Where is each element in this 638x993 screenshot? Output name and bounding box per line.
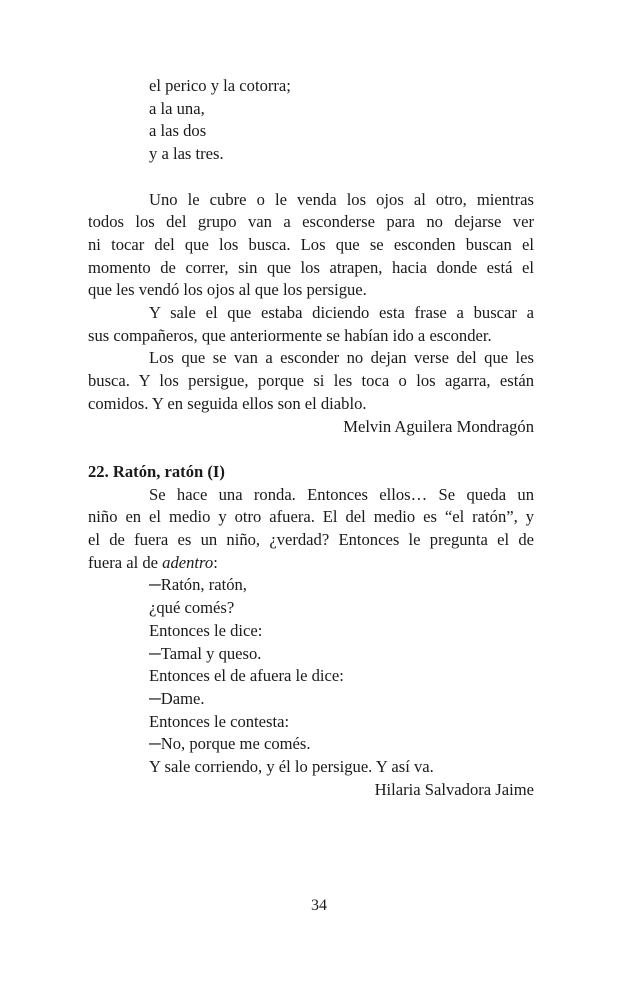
dialogue-line: Y sale corriendo, y él lo persigue. Y así va. <box>149 757 434 777</box>
dialogue-line: Entonces le contesta: <box>149 711 290 731</box>
spacer <box>88 166 534 189</box>
text-line: sus compañeros, que anteriormente se habían ido a esconder. <box>88 325 492 345</box>
text-line: que les vendó los ojos al que los persigue. <box>88 280 367 300</box>
verse-block <box>88 75 534 166</box>
text-line: ni tocar del que los busca. Los que se esconden buscan el <box>88 234 534 254</box>
text-line: comidos. Y en seguida ellos son el diablo. <box>88 393 367 413</box>
dialogue-line: Entonces le dice: <box>149 620 263 640</box>
dialogue-line: ─Ratón, ratón, <box>149 575 247 595</box>
dialogue-line: ─No, porque me comés. <box>149 734 311 754</box>
verse-line: el perico y la cotorra; <box>149 76 291 95</box>
text-line: todos los del grupo van a esconderse para no dejarse ver <box>88 212 534 232</box>
text-span: fuera al de <box>88 552 163 572</box>
text-line: busca. Y los persigue, porque si les toca o los agarra, están <box>88 371 534 391</box>
page-number: 34 <box>311 897 327 914</box>
text-line: momento de correr, sin que los atrapen, hacia donde está el <box>88 257 534 277</box>
text-span: : <box>213 552 218 572</box>
text-line: Los que se van a esconder no dejan verse del que les <box>149 348 534 368</box>
verse-line: y a las tres. <box>149 144 224 164</box>
text-line: Uno le cubre o le venda los ojos al otro, mientras <box>149 189 534 209</box>
page-body <box>88 75 534 801</box>
text-line: Se hace una ronda. Entonces ellos… Se queda un <box>149 484 534 504</box>
signature: Hilaria Salvadora Jaime <box>374 779 534 799</box>
dialogue-line: ─Tamal y queso. <box>149 643 262 663</box>
verse-line: a las dos <box>149 121 207 141</box>
paragraph-2 <box>88 302 534 347</box>
paragraph-1 <box>88 189 534 303</box>
dialogue-line: Entonces el de afuera le dice: <box>149 666 344 686</box>
text-line <box>88 552 534 575</box>
dialogue-block <box>88 574 534 778</box>
dialogue-line: ─Dame. <box>149 688 205 708</box>
verse-line: a la una, <box>149 98 205 118</box>
text-line: Y sale el que estaba diciendo esta frase a buscar a <box>149 303 534 323</box>
italic-word: adentro <box>162 552 214 572</box>
dialogue-line: ¿qué comés? <box>149 598 235 618</box>
signature: Melvin Aguilera Mondragón <box>343 416 534 436</box>
paragraph-3 <box>88 347 534 415</box>
text-line: el de fuera es un niño, ¿verdad? Entonces le pregunta el de <box>88 530 534 550</box>
paragraph-4 <box>88 484 534 575</box>
text-line: niño en el medio y otro afuera. El del medio es “el ratón”, y <box>88 507 534 527</box>
section-title: 22. Ratón, ratón (I) <box>88 461 225 481</box>
